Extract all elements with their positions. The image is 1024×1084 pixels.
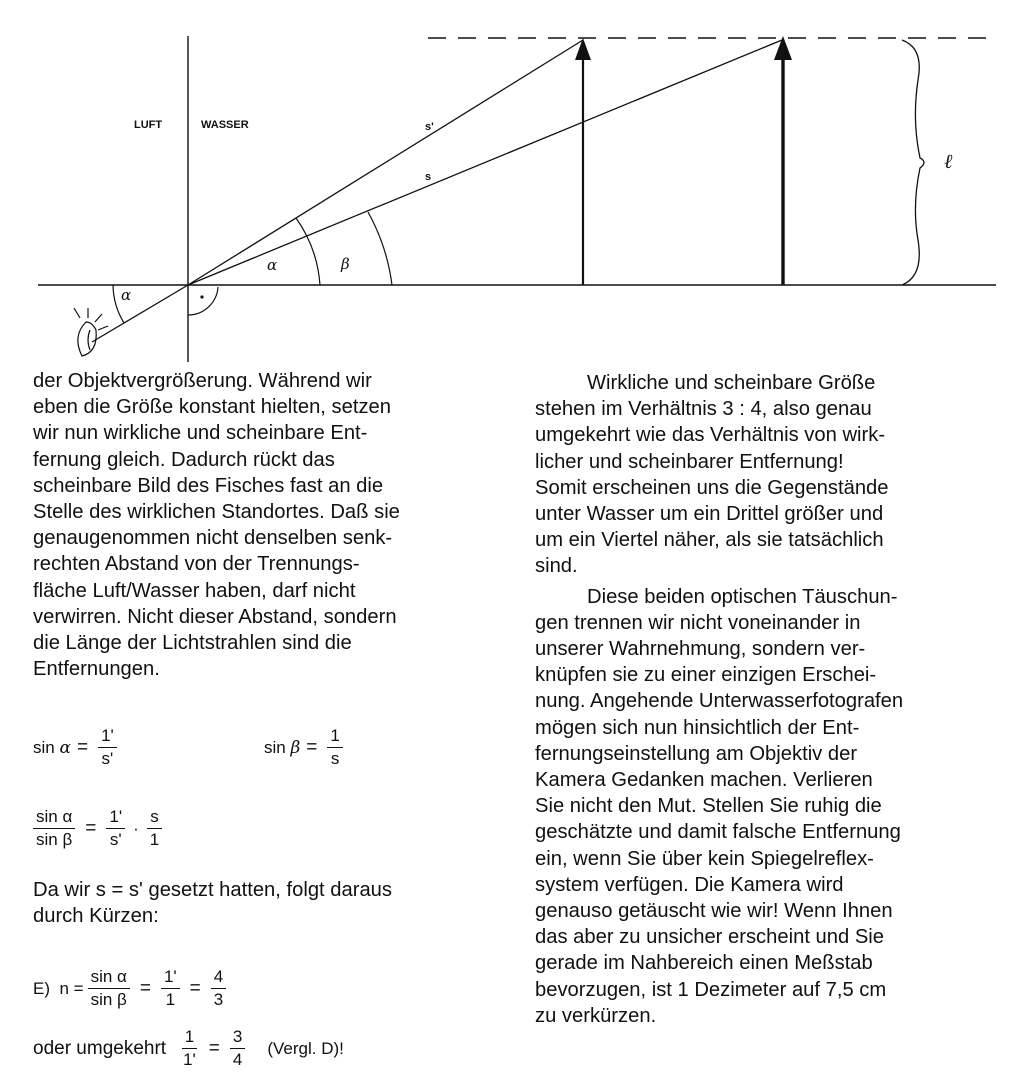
apparent-arrowhead [575, 38, 591, 60]
fraction [33, 808, 75, 849]
formula-equals: = [208, 1037, 220, 1059]
arc-alpha-water [296, 218, 320, 285]
denominator: 4 [232, 1050, 243, 1069]
numerator: 3 [230, 1028, 245, 1049]
fraction [327, 727, 342, 768]
numerator: sin α [88, 968, 130, 989]
formula-reference: (Vergl. D)! [267, 1038, 344, 1058]
denominator: s [330, 749, 340, 768]
text-line: eben die Größe konstant hielten, setzen [33, 396, 391, 419]
text-line: genaugenommen nicht denselben senk- [33, 527, 393, 550]
text-line: unter Wasser um ein Drittel größer und [535, 503, 884, 526]
text-line: bevorzugen, ist 1 Dezimeter auf 7,5 cm [535, 978, 887, 1001]
formula-ratio [29, 808, 166, 849]
fraction [161, 968, 180, 1009]
formula-text: oder umgekehrt [33, 1037, 167, 1059]
right-angle-dot [200, 295, 203, 298]
label-water: WASSER [201, 119, 249, 131]
text-line: knüpfen sie zu einer einzigen Erschei- [535, 664, 877, 687]
denominator: 1 [165, 990, 176, 1009]
text-line: Stelle des wirklichen Standortes. Daß sie [33, 501, 400, 524]
formula-sin-beta [264, 727, 347, 768]
formula-equals: = [189, 977, 201, 999]
formula-refraction-index [33, 968, 230, 1009]
denominator: sin β [90, 990, 127, 1009]
ray-real [188, 40, 782, 285]
left-column [33, 368, 515, 682]
text-line: Somit erscheinen uns die Gegenstände [535, 476, 889, 499]
text-line: die Länge der Lichtstrahlen sind die [33, 632, 352, 655]
text-line: genauso getäuscht wie wir! Wenn Ihnen [535, 900, 893, 923]
text-line: durch Kürzen: [33, 905, 159, 928]
text-line: wir nun wirkliche und scheinbare Ent- [33, 422, 368, 445]
numerator: 1' [106, 808, 125, 829]
text-line: stehen im Verhältnis 3 : 4, also genau [535, 398, 872, 421]
text-line: Entfernungen. [33, 658, 160, 681]
label-alpha-air: α [121, 286, 132, 304]
formula-alpha: α [59, 737, 71, 758]
text-line: Kamera Gedanken machen. Verlieren [535, 769, 873, 792]
numerator: 1' [98, 727, 117, 748]
text-line: fläche Luft/Wasser haben, darf nicht [33, 579, 356, 602]
text-line: fernung gleich. Dadurch rückt das [33, 448, 335, 471]
denominator: s' [101, 749, 114, 768]
text-line: unserer Wahrnehmung, sondern ver- [535, 638, 866, 661]
arc-right-angle [188, 287, 218, 315]
eye-icon [74, 308, 108, 356]
fraction [230, 1028, 245, 1069]
text-line: system verfügen. Die Kamera wird [535, 873, 844, 896]
real-arrowhead [774, 36, 792, 60]
label-ray-apparent: s' [425, 121, 434, 133]
text-line: fernungseinstellung am Objektiv der [535, 742, 858, 765]
formula-equals: = [139, 977, 151, 999]
label-air: LUFT [134, 119, 163, 131]
fraction [180, 1028, 199, 1069]
denominator: sin β [36, 830, 73, 849]
fraction [98, 727, 117, 768]
numerator: 1 [182, 1028, 197, 1049]
label-beta-water: β [341, 255, 350, 273]
formula-sin-alpha [33, 727, 121, 768]
text-line: Diese beiden optischen Täuschun- [587, 585, 898, 608]
denominator: 1' [183, 1050, 196, 1069]
text-line: gerade im Nahbereich einen Meßstab [535, 952, 873, 975]
fraction [106, 808, 125, 849]
text-line: licher und scheinbarer Entfernung! [535, 450, 844, 473]
denominator: 3 [213, 990, 224, 1009]
formula-n: n = [59, 978, 84, 998]
text-line: Da wir s = s' gesetzt hatten, folgt daraus [33, 879, 392, 901]
text-line: zu verkürzen. [535, 1004, 657, 1027]
text-line: der Objektvergrößerung. Während wir [33, 370, 372, 392]
formula-equals: = [85, 817, 97, 839]
ray-apparent [188, 40, 583, 285]
numerator: s [147, 808, 162, 829]
text-line: umgekehrt wie das Verhältnis von wirk- [535, 424, 886, 447]
text-line: um ein Viertel näher, als sie tatsächlich [535, 529, 884, 552]
text-line: ein, wenn Sie über kein Spiegelreflex- [535, 847, 874, 870]
numerator: 1 [327, 727, 342, 748]
right-paragraph-1 [535, 370, 1005, 580]
numerator: 1' [161, 968, 180, 989]
formula-equals: = [76, 736, 89, 758]
numerator: sin α [33, 808, 75, 829]
fraction [211, 968, 226, 1009]
text-line: gen trennen wir nicht voneinander in [535, 611, 861, 634]
text-line: mögen sich nun hinsichtlich der Ent- [535, 716, 860, 739]
text-line: scheinbare Bild des Fisches fast an die [33, 474, 384, 497]
formula-equals: = [306, 736, 318, 758]
arc-beta-water [368, 212, 392, 285]
height-brace [902, 40, 924, 285]
label-height: ℓ [944, 149, 953, 173]
ray-to-eye [92, 285, 188, 342]
numerator: 4 [211, 968, 226, 989]
label-alpha-water: α [267, 256, 278, 274]
text-line: geschätzte und damit falsche Entfernung [535, 821, 901, 844]
text-line: rechten Abstand von der Trennungs- [33, 553, 360, 576]
text-line: verwirren. Nicht dieser Abstand, sondern [33, 605, 397, 628]
text-line: Sie nicht den Mut. Stellen Sie ruhig die [535, 795, 882, 818]
right-column [535, 370, 1005, 1029]
text-line: Wirkliche und scheinbare Größe [587, 372, 876, 394]
fraction [147, 808, 162, 849]
formula-inverse [33, 1028, 344, 1069]
text-line: sind. [535, 555, 578, 578]
left-paragraph [33, 368, 515, 682]
text-line: das aber zu unsicher erscheint und Sie [535, 926, 885, 949]
conclusion-text [33, 877, 515, 929]
formula-multiply: · [133, 818, 139, 838]
denominator: s' [109, 830, 122, 849]
text-line: nung. Angehende Unterwasserfotografen [535, 690, 904, 713]
formula-beta: β [290, 737, 301, 758]
label-ray-real: s [425, 171, 432, 183]
formula-sin: sin [33, 737, 55, 757]
formula-sin: sin [264, 737, 286, 757]
fraction [88, 968, 130, 1009]
refraction-diagram [0, 0, 1024, 370]
formula-label: E) [33, 978, 50, 998]
right-paragraph-2 [535, 584, 1005, 1029]
denominator: 1 [149, 830, 160, 849]
